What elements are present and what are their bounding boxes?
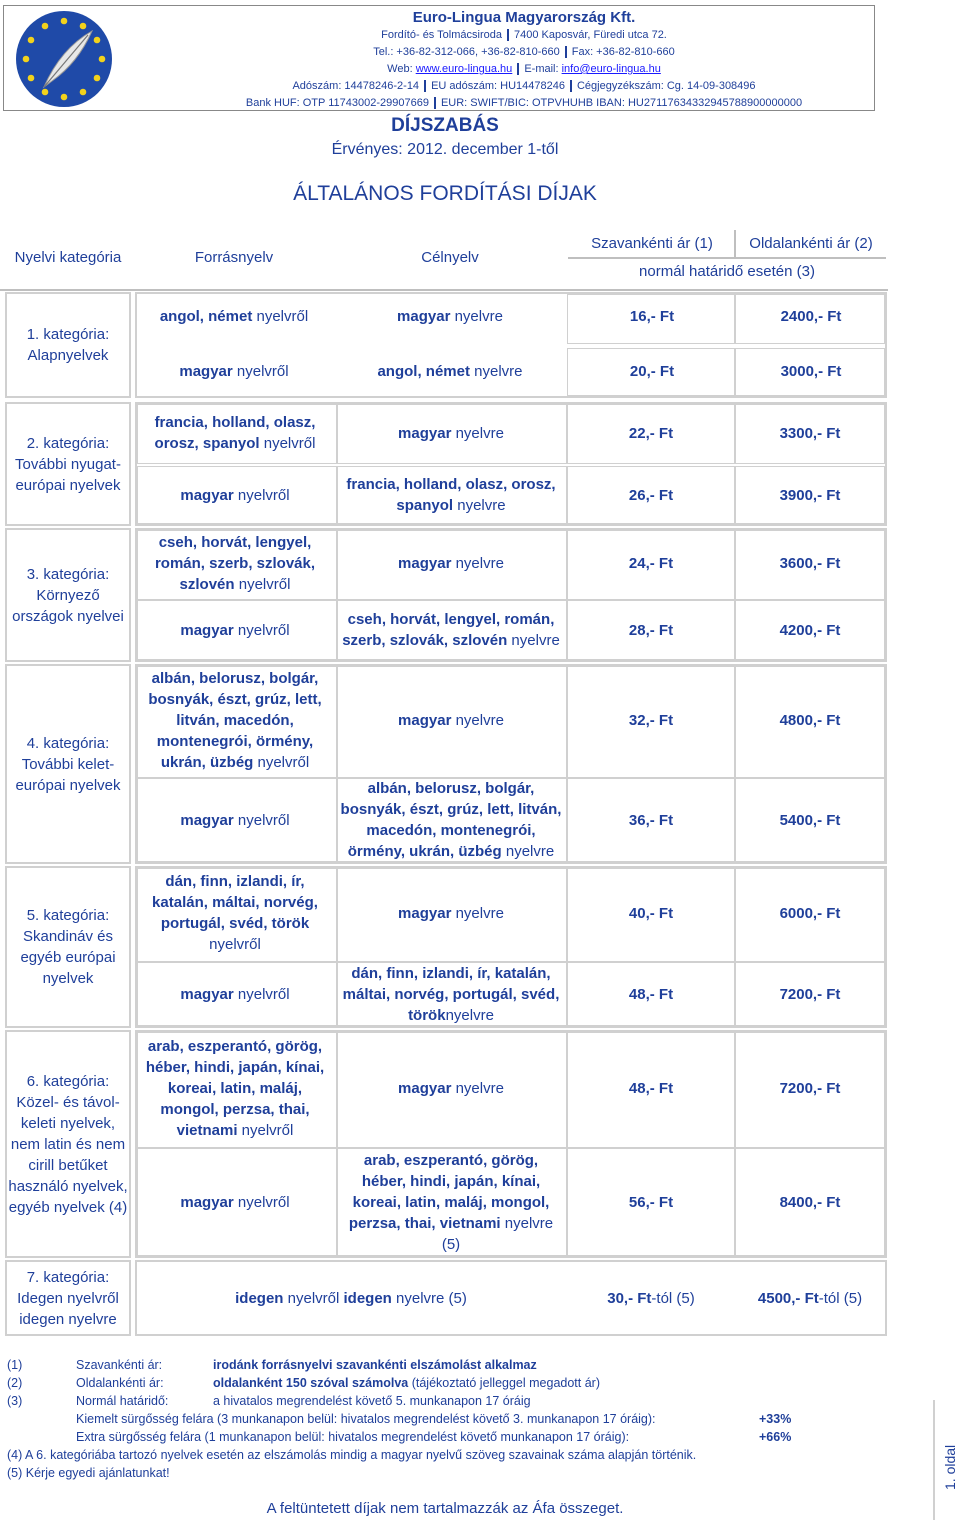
price-per-page: 3900,- Ft (779, 486, 841, 504)
bank-eur: EUR: SWIFT/BIC: OTPVHUHB IBAN: HU27117634332945788900000000 (440, 97, 803, 109)
source-language: magyar nyelvről (180, 486, 290, 504)
price-per-page: 8400,- Ft (779, 1193, 841, 1211)
source-language: magyar nyelvről (179, 362, 289, 380)
company-registration: Cégjegyzékszám: Cg. 14-09-308496 (576, 80, 756, 92)
target-language: magyar nyelvre (397, 307, 503, 325)
target-language: magyar nyelvre (398, 424, 504, 442)
footnote-number: (1) (7, 1358, 23, 1372)
company-bank-line (204, 95, 844, 112)
footnote-3-extra-urgent (7, 1428, 867, 1446)
eu-tax-number: EU adószám: HU14478246 (431, 80, 565, 92)
header-divider (734, 230, 736, 257)
email-link[interactable]: info@euro-lingua.hu (561, 63, 661, 75)
price-per-page: 3600,- Ft (779, 554, 841, 572)
price-per-page: 4500,- Ft-tól (5) (757, 1289, 863, 1307)
footnote-text: irodánk forrásnyelvi szavankénti elszámolást alkalmaz (213, 1358, 537, 1372)
column-header-per-page: Oldalankénti ár (2) (749, 235, 873, 252)
price-per-word: 16,- Ft (629, 307, 675, 325)
footnote-3 (7, 1392, 867, 1410)
source-language: magyar nyelvről (180, 985, 290, 1003)
footnote-3-urgent (7, 1410, 867, 1428)
price-per-page: 3000,- Ft (780, 362, 842, 380)
footnote-label: Oldalankénti ár: (76, 1376, 164, 1390)
price-per-word: 32,- Ft (628, 711, 674, 729)
category-1-label: 1. kategória: Alapnyelvek (5, 292, 131, 398)
footnote-text: Kiemelt sürgősség felára (3 munkanapon belül: hivatalos megrendelést követő 3. munkanapon 17 óráig): (76, 1412, 656, 1426)
office-address: 7400 Kaposvár, Füredi utca 72. (513, 29, 667, 41)
page-title: DÍJSZABÁS (391, 115, 499, 136)
company-name: Euro-Lingua Magyarország Kft. (412, 9, 636, 26)
footnote-number: (3) (7, 1394, 23, 1408)
column-header-per-word: Szavankénti ár (1) (591, 235, 713, 252)
office-type: Fordító- és Tolmácsiroda (381, 29, 502, 41)
company-info (204, 9, 844, 112)
source-language: arab, eszperantó, görög, héber, hindi, japán, kínai, koreai, latin, maláj, mongol, perzsa, thai, vietnami nyelvről (145, 1037, 325, 1139)
footnote-5 (7, 1464, 867, 1482)
price-per-word: 22,- Ft (628, 424, 674, 442)
surcharge-value: +33% (759, 1412, 792, 1426)
footnote-text: Extra sürgősség felára (1 munkanapon belül: hivatalos megrendelést követő munkanapon 17 óráig): (76, 1430, 630, 1444)
company-tax-line (204, 78, 844, 95)
category-7-label: 7. kategória: Idegen nyelvről idegen nyelvre (5, 1260, 131, 1336)
column-header-target: Célnyelv (421, 249, 479, 266)
category-2-label: 2. kategória: További nyugat-európai nyelvek (5, 402, 131, 526)
price-per-word: 48,- Ft (628, 985, 674, 1003)
price-per-word: 30,- Ft-tól (5) (607, 1289, 695, 1307)
section-title: ÁLTALÁNOS FORDÍTÁSI DÍJAK (293, 182, 597, 205)
page-number: 1. oldal (942, 1444, 958, 1490)
surcharge-value: +66% (759, 1430, 792, 1444)
category-5-label: 5. kategória: Skandináv és egyéb európai nyelvek (5, 866, 131, 1028)
target-language: magyar nyelvre (398, 711, 504, 729)
footnote-2 (7, 1374, 867, 1392)
footnote-text: oldalanként 150 szóval számolva (tájékoztató jelleggel megadott ár) (213, 1376, 601, 1390)
footnote-1 (7, 1356, 867, 1374)
source-language: magyar nyelvről (180, 1193, 290, 1211)
price-per-word: 24,- Ft (628, 554, 674, 572)
email-label: E-mail: (524, 63, 562, 75)
website-link[interactable]: www.euro-lingua.hu (415, 63, 513, 75)
bank-huf: Bank HUF: OTP 11743002-29907669 (245, 97, 429, 109)
company-address-line (204, 27, 844, 44)
source-language: francia, holland, olasz, orosz, spanyol nyelvről (154, 414, 316, 452)
price-per-page: 7200,- Ft (779, 985, 841, 1003)
price-per-page: 5400,- Ft (779, 811, 841, 829)
target-language: arab, eszperantó, görög, héber, hindi, japán, kínai, koreai, latin, maláj, mongol, perzsa, thai, vietnami nyelvre (5) (348, 1151, 554, 1253)
target-language: magyar nyelvre (398, 1079, 504, 1097)
company-web-line (204, 61, 844, 78)
price-per-page: 2400,- Ft (780, 307, 842, 325)
category-6-label: 6. kategória: Közel- és távol-keleti nyelvek, nem latin és nem cirill betűket használó nyelvek, egyéb nyelvek (4) (5, 1030, 131, 1258)
footnote-text: (4) A 6. kategóriába tartozó nyelvek esetén az elszámolás mindig a magyar nyelvű szöveg szavainak száma alapján történik. (7, 1448, 697, 1462)
company-phone-line (204, 44, 844, 61)
web-label: Web: (387, 63, 416, 75)
target-language: magyar nyelvre (398, 554, 504, 572)
source-language: dán, finn, izlandi, ír, katalán, máltai, norvég, portugál, svéd, török nyelvről (152, 873, 318, 953)
validity-date: Érvényes: 2012. december 1-től (331, 141, 559, 158)
target-language: magyar nyelvre (398, 904, 504, 922)
target-language: francia, holland, olasz, orosz, spanyol nyelvre (346, 476, 556, 514)
source-language: angol, német nyelvről (159, 307, 309, 325)
footnote-4 (7, 1446, 867, 1464)
vat-note: A feltüntetett díjak nem tartalmazzák az Áfa összeget. (266, 1500, 624, 1517)
target-language: dán, finn, izlandi, ír, katalán, máltai, norvég, portugál, svéd, töröknyelvre (342, 964, 560, 1024)
header-bottom-rule (0, 289, 888, 291)
price-per-page: 4800,- Ft (779, 711, 841, 729)
column-header-source: Forrásnyelv (194, 249, 274, 266)
source-language: magyar nyelvről (180, 621, 290, 639)
category-4-label: 4. kategória: További kelet-európai nyelvek (5, 664, 131, 864)
price-per-word: 20,- Ft (629, 362, 675, 380)
price-per-word: 56,- Ft (628, 1193, 674, 1211)
column-header-category: Nyelvi kategória (14, 249, 122, 266)
footnote-label: Szavankénti ár: (76, 1358, 163, 1372)
footnote-label: Normál határidő: (76, 1394, 169, 1408)
language-pair: idegen nyelvről idegen nyelvre (5) (235, 1289, 467, 1307)
source-language: albán, belorusz, bolgár, bosnyák, észt, grúz, lett, litván, macedón, montenegrói, örmény, ukrán, üzbég nyelvről (148, 669, 322, 771)
price-per-page: 7200,- Ft (779, 1079, 841, 1097)
category-3-label: 3. kategória: Környező országok nyelvei (5, 528, 131, 662)
price-per-word: 48,- Ft (628, 1079, 674, 1097)
price-per-page: 6000,- Ft (779, 904, 841, 922)
column-header-deadline: normál határidő esetén (3) (639, 263, 815, 280)
price-per-page: 3300,- Ft (779, 424, 841, 442)
price-per-word: 28,- Ft (628, 621, 674, 639)
price-per-word: 26,- Ft (628, 486, 674, 504)
target-language: angol, német nyelvre (377, 362, 523, 380)
source-language: magyar nyelvről (180, 811, 290, 829)
footnote-text: a hivatalos megrendelést követő 5. munkanapon 17 óráig (213, 1394, 531, 1408)
page-edge-rule (933, 1400, 935, 1520)
target-language: albán, belorusz, bolgár, bosnyák, észt, grúz, lett, litván, macedón, montenegrói, örmény, ukrán, üzbég nyelvre (340, 780, 562, 860)
tax-number: Adószám: 14478246-2-14 (292, 80, 420, 92)
target-language: cseh, horvát, lengyel, román, szerb, szlovák, szlovén nyelvre (342, 611, 560, 649)
footnotes (7, 1356, 867, 1482)
price-per-word: 40,- Ft (628, 904, 674, 922)
company-logo (14, 9, 114, 109)
source-language: cseh, horvát, lengyel, román, szerb, szlovák, szlovén nyelvről (154, 533, 316, 593)
footnote-number: (2) (7, 1376, 23, 1390)
price-per-word: 36,- Ft (628, 811, 674, 829)
letterhead (3, 5, 875, 111)
header-divider (568, 257, 886, 259)
fax-number: Fax: +36-82-810-660 (571, 46, 675, 58)
price-per-page: 4200,- Ft (779, 621, 841, 639)
phone-numbers: Tel.: +36-82-312-066, +36-82-810-660 (373, 46, 560, 58)
footnote-text: (5) Kérje egyedi ajánlatunkat! (7, 1466, 170, 1480)
